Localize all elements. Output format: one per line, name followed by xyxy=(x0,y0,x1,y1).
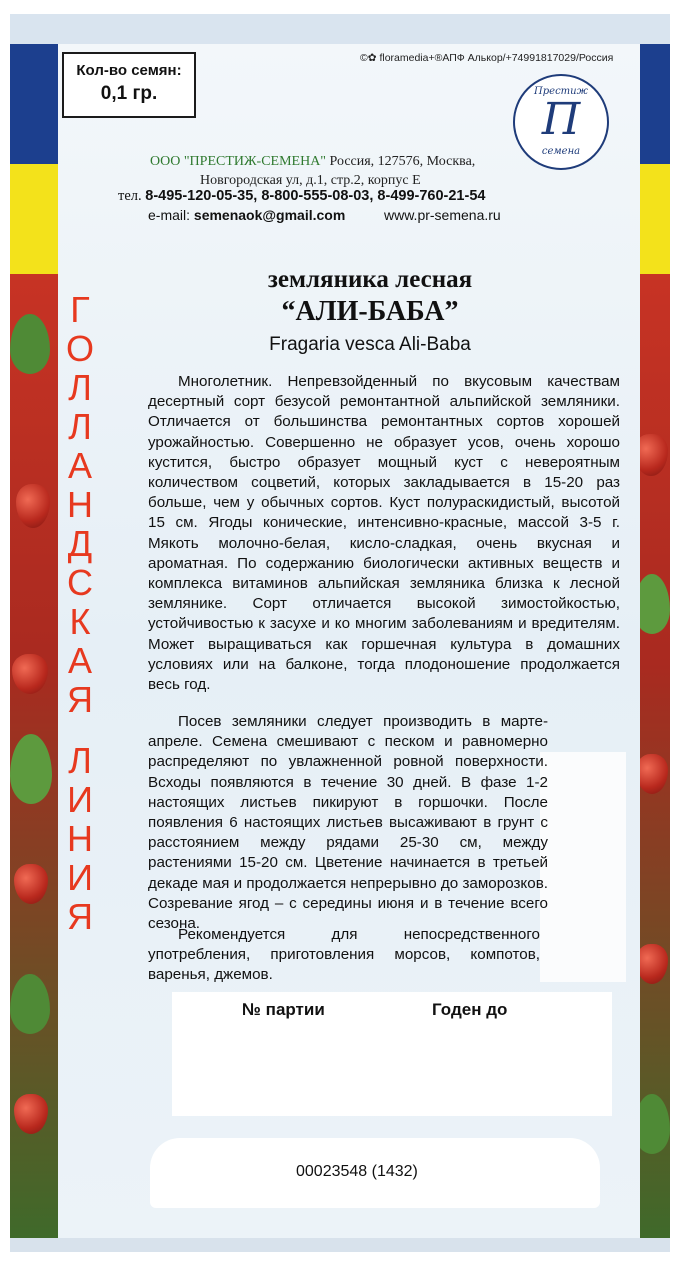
latin-name: Fragaria vesca Ali-Baba xyxy=(269,334,471,355)
side-letter: Л xyxy=(68,740,92,781)
side-letter: К xyxy=(69,601,91,642)
side-letter: Л xyxy=(68,406,92,447)
seed-quantity-label: Кол-во семян: xyxy=(76,62,182,79)
side-letter: Д xyxy=(67,523,93,564)
side-letter: И xyxy=(67,857,93,898)
logo-top-text: Престиж xyxy=(534,86,588,97)
side-letter: Я xyxy=(67,896,93,937)
sowing-paragraph: Посев земляники следует производить в марте-апреле. Семена смешивают с песком и равномерно распределяют по увлажненной ровной поверхности. Всходы появляются в течение 30 дней. В фазе 1-2 настоящих листьев пикируют в горшочки. После появления 6 настоящих листьев высаживают в грунт с расстоянием между рядами 25-30 см, между растениями 15-20 см. Цветение начинается в третьей декаде мая и продолжается непрерывно до заморозков. Созревание ягод – с середины июня и в течение всего сезона. xyxy=(148,713,548,933)
side-letter: О xyxy=(65,328,94,369)
usage-paragraph: Рекомендуется для непосредственного употребления, приготовления морсов, компотов, варенья, джемов. xyxy=(148,926,540,984)
company-address-line1: Россия, 127576, Москва, xyxy=(326,154,476,169)
side-letter: Л xyxy=(68,367,92,408)
seed-quantity-box xyxy=(62,52,196,118)
copyright-line: ©✿ floramedia+®АПФ Алькор/+74991817029/Россия xyxy=(360,52,614,64)
side-text-gap xyxy=(60,719,100,741)
company-name: ООО "ПРЕСТИЖ-СЕМЕНА" xyxy=(150,154,327,169)
side-letter: Н xyxy=(67,818,93,859)
company-info xyxy=(150,152,550,190)
phone-numbers xyxy=(118,188,485,205)
email-label: e-mail: xyxy=(148,207,194,223)
contact-line xyxy=(148,207,501,223)
website: www.pr-semena.ru xyxy=(384,207,501,223)
expiry-label: Годен до xyxy=(432,1000,508,1019)
product-variety-name: “АЛИ-БАБА” xyxy=(281,296,459,327)
company-address-line2: Новгородская ул, д.1, стр.2, корпус Е xyxy=(200,173,421,188)
top-stripe xyxy=(10,14,670,44)
logo-bottom-text: семена xyxy=(541,146,581,157)
batch-number-label: № партии xyxy=(242,1000,325,1019)
email-address: semenaok@gmail.com xyxy=(193,207,346,223)
logo-letter: П xyxy=(541,94,581,145)
side-letter: А xyxy=(67,640,92,681)
phone-list: 8-495-120-05-35, 8-800-555-08-03, 8-499-760-21-54 xyxy=(145,188,486,204)
phone-prefix: тел. xyxy=(118,188,146,204)
description-paragraph: Многолетник. Непревзойденный по вкусовым качествам десертный сорт безусой ремонтантной альпийской земляники. Отличается от большинства ремонтантных сортов хорошей урожайностью. Совершенно не образует усов, очень хорошо кустится, быстро образует мощный куст с невероятным количеством соцветий, которых закладывается в 15-20 раз больше, чем у обычных сортов. Куст полураскидистый, высотой 15 см. Ягоды конические, интенсивно-красные, массой 3-5 г. Мякоть молочно-белая, кисло-сладкая, очень вкусная и ароматная. По содержанию биологически активных веществ и комплекса витаминов альпийская земляника близка к лесной землянике. Сорт отличается высокой зимостойкостью, устойчивостью к засухе и ко многим заболеваниям и вредителям. Может выращиваться как горшечная культура в домашних условиях или на балконе, тогда плодоношение продолжается весь год. xyxy=(148,373,620,694)
serial-number: 00023548 (1432) xyxy=(296,1163,418,1180)
side-letter: Я xyxy=(67,679,93,720)
seed-quantity-value: 0,1 гр. xyxy=(100,83,158,104)
side-letter: Г xyxy=(70,289,90,330)
side-letter: А xyxy=(67,445,92,486)
side-letter: С xyxy=(67,562,93,603)
vertical-brand-text xyxy=(60,290,100,936)
white-label-strip xyxy=(540,752,626,982)
side-letter: Н xyxy=(67,484,93,525)
bottom-edge xyxy=(10,1238,670,1252)
product-title-line1: земляника лесная xyxy=(267,266,473,293)
side-letter: И xyxy=(67,779,93,820)
batch-info-area xyxy=(172,992,612,1116)
